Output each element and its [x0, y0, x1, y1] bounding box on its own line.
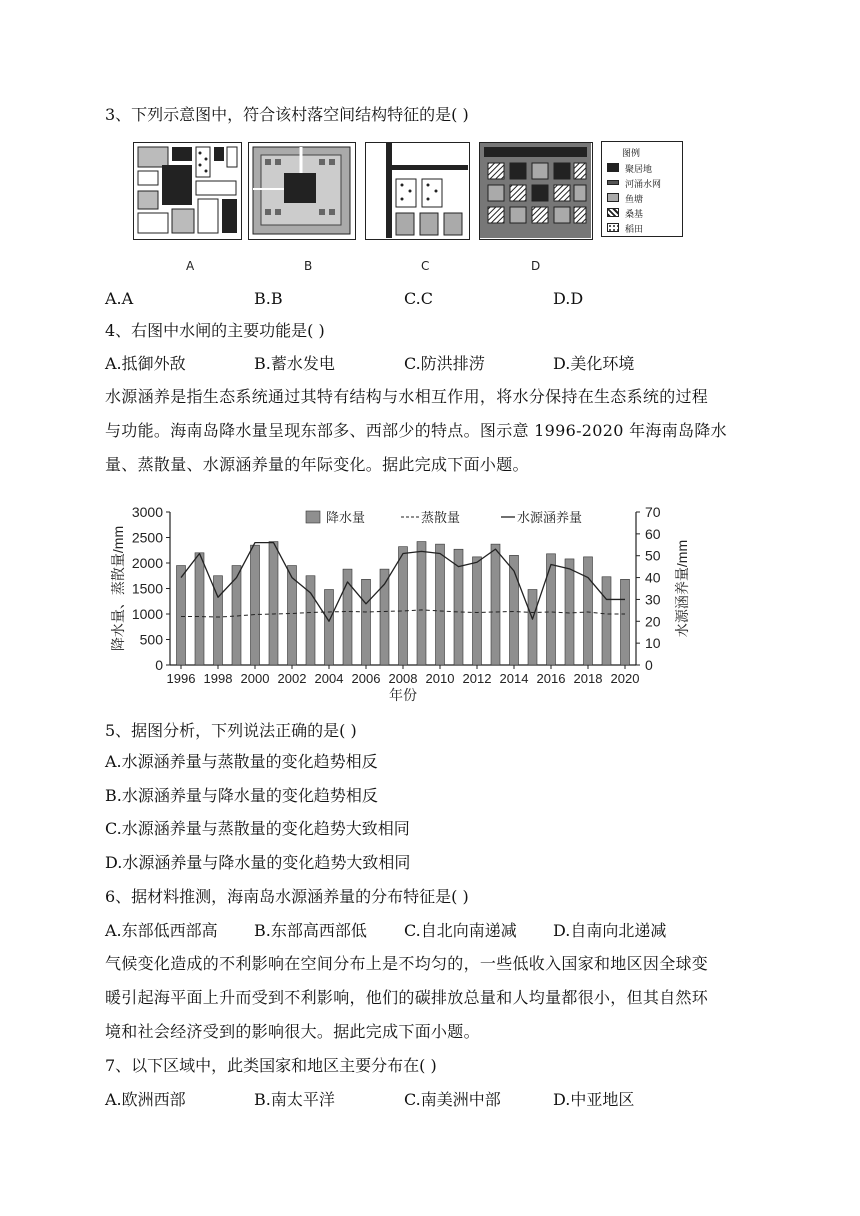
- river-swatch-icon: [607, 180, 619, 185]
- q4-option-d[interactable]: D.美化环境: [553, 354, 635, 373]
- q5-stem: 5、据图分析，下列说法正确的是( ): [105, 721, 357, 740]
- precipitation-bar: [584, 557, 593, 665]
- left-tick-label: 1500: [131, 580, 163, 597]
- map-legend: [601, 141, 683, 237]
- q6-option-a[interactable]: A.东部低西部高: [105, 921, 218, 940]
- legend-precipitation-swatch-icon: [306, 511, 320, 523]
- q7-options: [105, 1090, 755, 1110]
- left-tick-label: 500: [139, 631, 163, 648]
- x-tick-label: 2014: [499, 671, 529, 686]
- q7-option-d[interactable]: D.中亚地区: [553, 1090, 635, 1109]
- x-tick-label: 1996: [166, 671, 196, 686]
- q3-option-d[interactable]: D.D: [553, 289, 584, 308]
- right-tick-label: 60: [645, 525, 661, 542]
- material-2-line: 暖引起海平面上升而受到不利影响，他们的碳排放总量和人均量都很小，但其自然环: [105, 988, 709, 1007]
- material-2-line: 气候变化造成的不利影响在空间分布上是不均匀的，一些低收入国家和地区因全球变: [105, 954, 709, 973]
- q5-option-b[interactable]: B.水源涵养量与降水量的变化趋势相反: [105, 786, 378, 805]
- right-tick-label: 70: [645, 504, 661, 520]
- fishpond-swatch-icon: [607, 193, 619, 202]
- precipitation-bar: [528, 590, 537, 665]
- precipitation-bar: [621, 579, 630, 665]
- precipitation-bar: [491, 544, 500, 665]
- x-tick-label: 2004: [314, 671, 344, 686]
- legend-label: 聚居地: [625, 165, 653, 175]
- material-2-line: 境和社会经济受到的影响很大。据此完成下面小题。: [105, 1022, 480, 1041]
- legend-item-settlement: [607, 162, 683, 174]
- q6-options: [105, 921, 755, 941]
- precipitation-bar: [251, 545, 260, 665]
- settlement-swatch-icon: [607, 163, 619, 172]
- precipitation-bar: [177, 566, 186, 665]
- legend-item-mulberry: [607, 207, 683, 219]
- q3-stem: 3、下列示意图中，符合该村落空间结构特征的是( ): [105, 105, 469, 124]
- x-tick-label: 2020: [610, 671, 640, 686]
- legend-label: 鱼塘: [625, 195, 644, 205]
- legend-item-fishpond: [607, 192, 683, 204]
- climate-chart: [103, 495, 703, 705]
- q7-option-a[interactable]: A.欧洲西部: [105, 1090, 186, 1109]
- q4-options: [105, 354, 755, 374]
- legend-label: 桑基: [625, 210, 644, 220]
- precipitation-bar: [602, 577, 611, 665]
- q7-option-b[interactable]: B.南太平洋: [254, 1090, 335, 1109]
- legend-item-paddy: [607, 222, 683, 234]
- right-tick-label: 10: [645, 635, 661, 652]
- q6-option-d[interactable]: D.自南向北递减: [553, 921, 667, 940]
- q5-option-d[interactable]: D.水源涵养量与降水量的变化趋势大致相同: [105, 853, 411, 872]
- q3-option-a[interactable]: A.A: [105, 289, 134, 308]
- left-tick-label: 2500: [131, 529, 163, 546]
- right-tick-label: 30: [645, 591, 661, 608]
- precipitation-bar: [343, 569, 352, 665]
- q3-option-c[interactable]: C.C: [404, 289, 433, 308]
- q4-option-c[interactable]: C.防洪排涝: [404, 354, 485, 373]
- legend-precipitation-label: 降水量: [326, 510, 366, 525]
- diagram-c: [365, 142, 470, 240]
- q7-stem: 7、以下区域中，此类国家和地区主要分布在( ): [105, 1056, 437, 1075]
- material-1: [105, 380, 759, 482]
- diagram-label-b: B: [304, 259, 313, 273]
- diagram-label-d: D: [531, 259, 541, 273]
- q3-options: [105, 289, 755, 309]
- legend-item-river: [607, 177, 683, 189]
- x-tick-label: 2000: [240, 671, 270, 686]
- x-tick-label: 2010: [425, 671, 455, 686]
- left-tick-label: 3000: [131, 504, 163, 520]
- diagram-label-c: C: [421, 259, 430, 273]
- mulberry-swatch-icon: [607, 208, 619, 217]
- q6-stem: 6、据材料推测，海南岛水源涵养量的分布特征是( ): [105, 887, 469, 906]
- precipitation-bar: [269, 542, 278, 665]
- q6-option-b[interactable]: B.东部高西部低: [254, 921, 367, 940]
- material-1-line: 水源涵养是指生态系统通过其特有结构与水相互作用，将水分保持在生态系统的过程: [105, 387, 709, 406]
- left-tick-label: 1000: [131, 606, 163, 622]
- precipitation-bar: [547, 554, 556, 665]
- left-axis-label: 降水量、蒸散量/mm: [110, 525, 126, 652]
- left-tick-label: 0: [155, 657, 163, 673]
- material-1-line: 量、蒸散量、水源涵养量的年际变化。据此完成下面小题。: [105, 455, 529, 474]
- diagram-a: [133, 142, 242, 240]
- precipitation-bar: [417, 542, 426, 665]
- q4-option-b[interactable]: B.蓄水发电: [254, 354, 335, 373]
- q5-option-c[interactable]: C.水源涵养量与蒸散量的变化趋势大致相同: [105, 819, 410, 838]
- legend-title: 图例: [622, 149, 641, 159]
- right-axis-label: 水源涵养量/mm: [674, 539, 690, 638]
- q7-option-c[interactable]: C.南美洲中部: [404, 1090, 501, 1109]
- precipitation-bar: [306, 576, 315, 665]
- legend-label: 稻田: [625, 225, 644, 235]
- precipitation-bar: [362, 579, 371, 665]
- precipitation-bar: [399, 547, 408, 665]
- x-tick-label: 1998: [203, 671, 233, 686]
- q4-stem: 4、右图中水闸的主要功能是( ): [105, 321, 325, 340]
- diagram-label-a: A: [186, 259, 195, 273]
- x-tick-label: 2006: [351, 671, 381, 686]
- precipitation-bar: [195, 553, 204, 665]
- x-tick-label: 2008: [388, 671, 418, 686]
- legend-water-conservation-label: 水源涵养量: [517, 510, 583, 525]
- left-tick-label: 2000: [131, 555, 163, 571]
- x-tick-label: 2016: [536, 671, 566, 686]
- precipitation-bar: [473, 557, 482, 665]
- precipitation-bar: [565, 559, 574, 665]
- legend-evapotranspiration-label: 蒸散量: [421, 510, 461, 525]
- x-tick-label: 2012: [462, 671, 492, 686]
- material-2: [105, 947, 759, 1049]
- right-tick-label: 0: [645, 657, 653, 673]
- q4-option-a[interactable]: A.抵御外敌: [105, 354, 186, 373]
- right-tick-label: 20: [645, 613, 661, 630]
- q6-option-c[interactable]: C.自北向南递减: [404, 921, 517, 940]
- diagram-d: [479, 142, 593, 240]
- q3-option-b[interactable]: B.B: [254, 289, 283, 308]
- precipitation-bar: [436, 544, 445, 665]
- right-tick-label: 40: [645, 569, 661, 586]
- diagram-b: [248, 142, 356, 240]
- x-tick-label: 2002: [277, 671, 307, 686]
- material-1-line: 与功能。海南岛降水量呈现东部多、西部少的特点。图示意 1996-2020 年海南岛降水: [105, 421, 727, 440]
- paddy-swatch-icon: [607, 223, 619, 232]
- x-tick-label: 2018: [573, 671, 603, 686]
- precipitation-bar: [325, 590, 334, 665]
- x-axis-label: 年份: [389, 687, 417, 703]
- q5-option-a[interactable]: A.水源涵养量与蒸散量的变化趋势相反: [105, 752, 378, 771]
- legend-label: 河涌水网: [625, 180, 662, 190]
- right-tick-label: 50: [645, 547, 661, 564]
